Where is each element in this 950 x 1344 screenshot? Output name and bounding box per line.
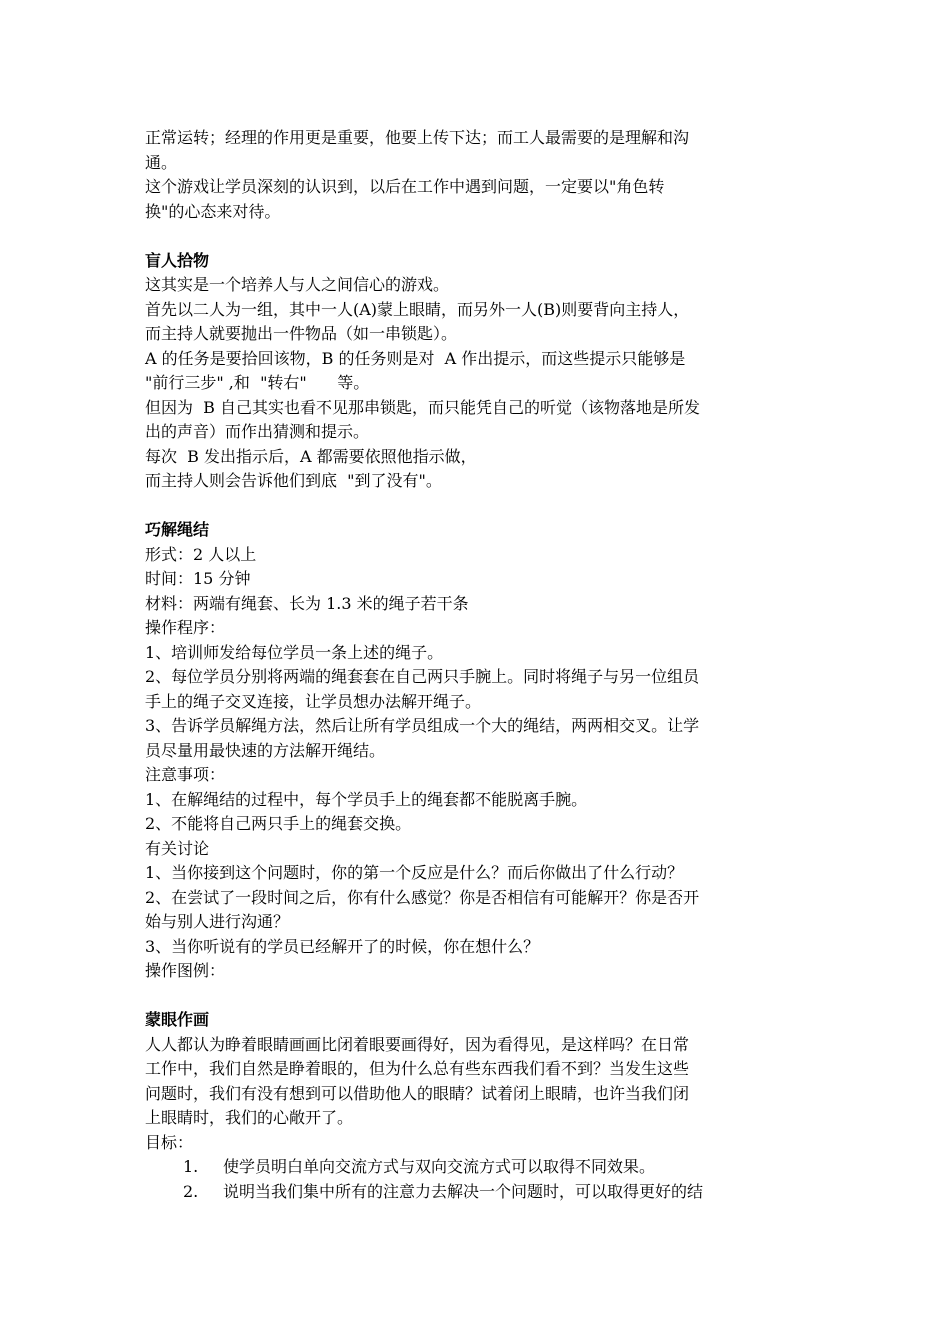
body-line: 材料：两端有绳套、长为 1.3 米的绳子若干条 xyxy=(145,593,469,613)
spacer xyxy=(145,224,810,249)
body-line: A 的任务是要拾回该物，B 的任务则是对 A 作出提示，而这些提示只能够是 xyxy=(145,348,686,368)
body-line: 出的声音）而作出猜测和提示。 xyxy=(145,422,370,441)
goal-list-item xyxy=(145,1180,810,1205)
goal-text: 使学员明白单向交流方式与双向交流方式可以取得不同效果。 xyxy=(223,1157,656,1176)
section-heading: 巧解绳结 xyxy=(145,520,210,539)
section-heading: 盲人拾物 xyxy=(145,250,210,270)
goal-text: 说明当我们集中所有的注意力去解决一个问题时，可以取得更好的结 xyxy=(223,1181,704,1201)
body-line: 人人都认为睁着眼睛画画比闭着眼要画得好，因为看得见，是这样吗？在日常 xyxy=(145,1034,690,1054)
body-line: 工作中，我们自然是睁着眼的，但为什么总有些东西我们看不到？当发生这些 xyxy=(145,1059,690,1078)
body-line: 始与别人进行沟通？ xyxy=(145,912,290,931)
body-line: 3、告诉学员解绳方法，然后让所有学员组成一个大的绳结，两两相交叉。让学 xyxy=(145,716,700,735)
body-line: 有关讨论 xyxy=(145,838,210,858)
body-line: 注意事项： xyxy=(145,765,226,784)
body-line: 上眼睛时，我们的心敞开了。 xyxy=(145,1108,354,1127)
body-line: 2、每位学员分别将两端的绳套套在自己两只手腕上。同时将绳子与另一位组员 xyxy=(145,667,700,686)
body-line: 目标： xyxy=(145,1132,194,1152)
goal-list-item xyxy=(145,1155,810,1180)
section-heading: 蒙眼作画 xyxy=(145,1010,210,1029)
body-line: 手上的绳子交叉连接，让学员想办法解开绳子。 xyxy=(145,691,482,711)
body-line: 但因为 B 自己其实也看不见那串锁匙，而只能凭自己的听觉（该物落地是所发 xyxy=(145,397,701,417)
intro-line: 通。 xyxy=(145,152,178,172)
body-line: 每次 B 发出指示后，A 都需要依照他指示做， xyxy=(145,446,477,466)
body-line: 时间：15 分钟 xyxy=(145,569,251,588)
body-line: 2、不能将自己两只手上的绳套交换。 xyxy=(145,814,412,833)
body-line: 操作图例： xyxy=(145,961,226,980)
body-line: 2、在尝试了一段时间之后，你有什么感觉？你是否相信有可能解开？你是否开 xyxy=(145,887,700,907)
body-line: 问题时，我们有没有想到可以借助他人的眼睛？试着闭上眼睛，也许当我们闭 xyxy=(145,1083,690,1103)
body-line: 1、培训师发给每位学员一条上述的绳子。 xyxy=(145,642,444,662)
body-line: 首先以二人为一组，其中一人(A)蒙上眼睛，而另外一人(B)则要背向主持人， xyxy=(145,299,690,319)
spacer xyxy=(145,984,810,1009)
document-page xyxy=(145,126,810,1204)
body-line: "前行三步" ,和 "转右" 等。 xyxy=(145,373,370,392)
intro-line: 这个游戏让学员深刻的认识到，以后在工作中遇到问题，一定要以"角色转 xyxy=(145,177,665,196)
body-line: 1、在解绳结的过程中，每个学员手上的绳套都不能脱离手腕。 xyxy=(145,789,588,809)
section-blindfold-drawing xyxy=(145,1008,810,1204)
intro-line: 换"的心态来对待。 xyxy=(145,201,281,221)
goal-number: 1. xyxy=(183,1157,199,1176)
section-knot xyxy=(145,518,810,984)
body-line: 而主持人就要抛出一件物品（如一串锁匙）。 xyxy=(145,324,458,343)
body-line: 形式：2 人以上 xyxy=(145,544,257,564)
intro-line: 正常运转；经理的作用更是重要，他要上传下达；而工人最需要的是理解和沟 xyxy=(145,128,690,147)
body-line: 这其实是一个培养人与人之间信心的游戏。 xyxy=(145,275,450,294)
section-blind-pickup xyxy=(145,249,810,494)
body-line: 3、当你听说有的学员已经解开了的时候，你在想什么？ xyxy=(145,936,540,956)
body-line: 1、当你接到这个问题时，你的第一个反应是什么？而后你做出了什么行动？ xyxy=(145,863,684,882)
goal-number: 2. xyxy=(183,1181,199,1201)
body-line: 操作程序： xyxy=(145,618,226,637)
body-line: 员尽量用最快速的方法解开绳结。 xyxy=(145,740,386,760)
body-line: 而主持人则会告诉他们到底 "到了没有"。 xyxy=(145,471,442,490)
intro-paragraph xyxy=(145,126,810,224)
spacer xyxy=(145,494,810,519)
